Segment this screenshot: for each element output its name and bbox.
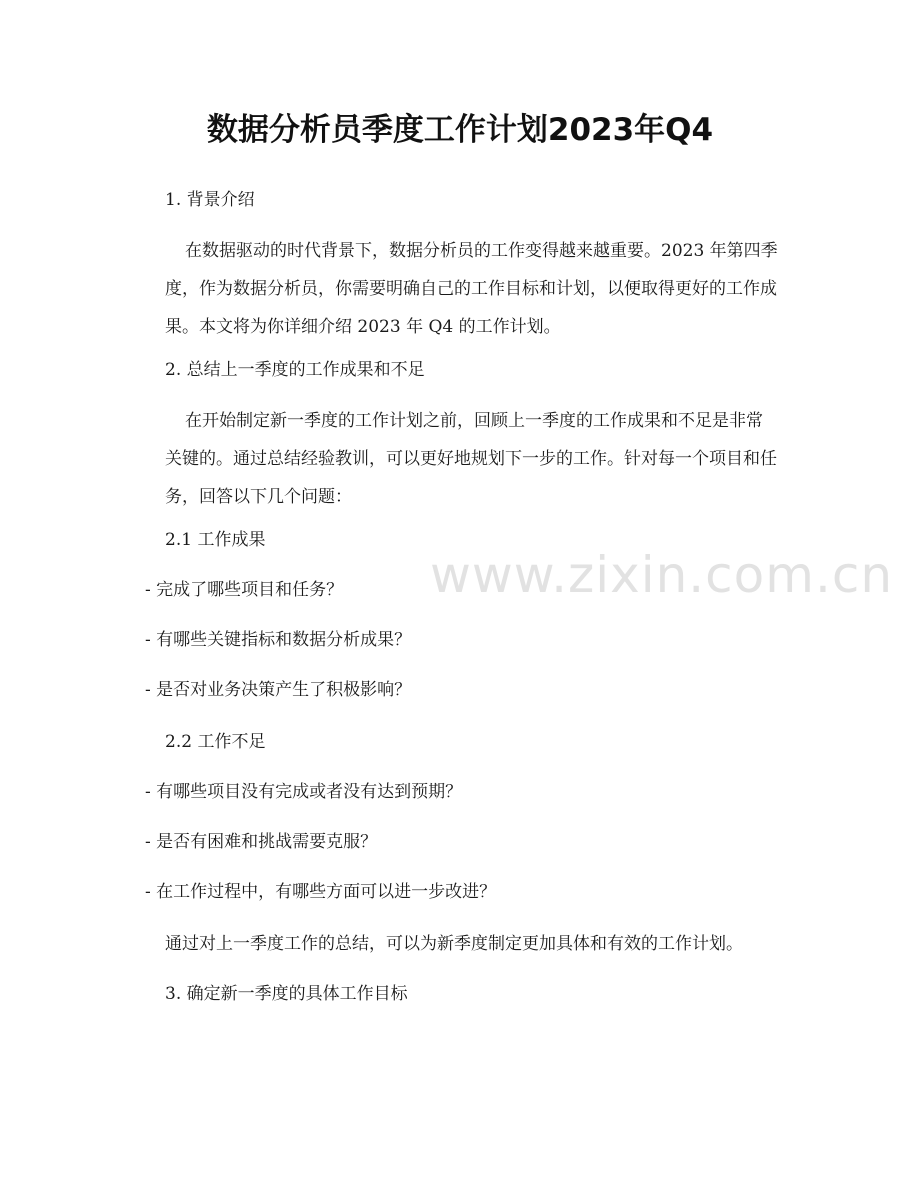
section-2-paragraph: [145, 402, 785, 516]
paragraph-line: 果。本文将为你详细介绍 2023 年 Q4 的工作计划。: [165, 317, 561, 337]
paragraph-line: 务，回答以下几个问题：: [165, 487, 352, 507]
list-item: - 在工作过程中，有哪些方面可以进一步改进？: [145, 882, 497, 902]
paragraph-line: 关键的。通过总结经验教训，可以更好地规划下一步的工作。针对每一个项目和任: [165, 449, 777, 469]
list-item: - 是否对业务决策产生了积极影响？: [145, 680, 412, 700]
section-2-2-heading: 2.2 工作不足: [165, 732, 266, 752]
section-1-paragraph: [145, 232, 785, 346]
section-2-1-heading: 2.1 工作成果: [165, 530, 266, 550]
paragraph-line: 在开始制定新一季度的工作计划之前，回顾上一季度的工作成果和不足是非常: [185, 411, 763, 431]
section-2-heading: 2. 总结上一季度的工作成果和不足: [165, 360, 425, 380]
paragraph-line: 在数据驱动的时代背景下，数据分析员的工作变得越来越重要。2023 年第四季: [185, 241, 778, 261]
section-3-heading: 3. 确定新一季度的具体工作目标: [165, 984, 408, 1004]
list-item: - 是否有困难和挑战需要克服？: [145, 832, 378, 852]
page-title: 数据分析员季度工作计划2023年Q4: [206, 112, 714, 148]
section-2-summary: 通过对上一季度工作的总结，可以为新季度制定更加具体和有效的工作计划。: [165, 934, 743, 954]
paragraph-line: 度，作为数据分析员，你需要明确自己的工作目标和计划，以便取得更好的工作成: [165, 279, 777, 299]
list-item: - 有哪些项目没有完成或者没有达到预期？: [145, 782, 463, 802]
list-item: - 有哪些关键指标和数据分析成果？: [145, 630, 412, 650]
list-item: - 完成了哪些项目和任务？: [145, 580, 344, 600]
section-1-heading: 1. 背景介绍: [165, 190, 255, 210]
watermark: www.zixin.com.cn: [430, 546, 894, 604]
